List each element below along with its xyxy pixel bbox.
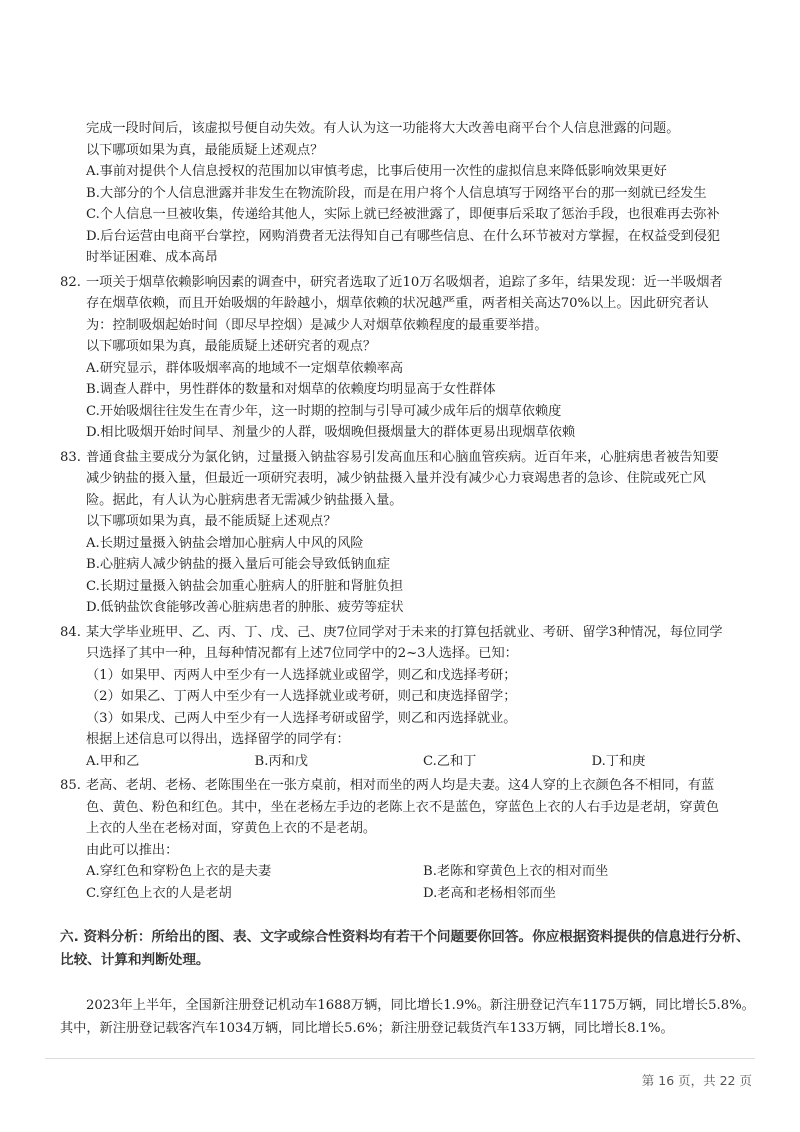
page-number: 第 16 页，共 22 页 bbox=[641, 1073, 752, 1088]
option-c: C.穿红色上衣的人是老胡 bbox=[86, 885, 232, 901]
question-85 bbox=[60, 775, 760, 904]
question-81 bbox=[60, 118, 760, 269]
data-paragraph: 2023年上半年，全国新注册登记机动车1688万辆，同比增长1.9%。新注册登记汽车1175万辆，同比增长5.8%。其中，新注册登记载客汽车1034万辆，同比增长5.6%；新注册登记载货汽车133万辆，同比增长8.1%。 bbox=[60, 998, 755, 1036]
option-c: C.长期过量摄入钠盐会加重心脏病人的肝脏和肾脏负担 bbox=[86, 578, 404, 594]
question-83 bbox=[60, 447, 760, 619]
question-text-line: 色、黄色、粉色和红色。其中，坐在老杨左手边的老陈上衣不是蓝色，穿蓝色上衣的人右手边是老胡，穿黄色 bbox=[86, 799, 719, 815]
question-text-line: 存在烟草依赖，而且开始吸烟的年龄越小，烟草依赖的状况越严重，两者相关高达70%以上。因此研究者认 bbox=[86, 296, 709, 311]
question-number: 83. bbox=[60, 449, 81, 465]
section-heading: 六. 资料分析：所给出的图、表、文字或综合性资料均有若干个问题要你回答。你应根据资料提供的信息进行分析、比较、计算和判断处理。 bbox=[60, 929, 750, 968]
question-prompt: 由此可以推出： bbox=[86, 842, 179, 858]
question-prompt: 以下哪项如果为真，最能质疑上述研究者的观点？ bbox=[86, 339, 377, 354]
question-prompt: 以下哪项如果为真，最不能质疑上述观点？ bbox=[86, 514, 337, 529]
options-row bbox=[60, 861, 760, 883]
option-a: A.长期过量摄入钠盐会增加心脏病人中风的风险 bbox=[86, 535, 364, 551]
footer-divider bbox=[45, 1058, 755, 1059]
question-header bbox=[60, 272, 760, 294]
option-b: B.大部分的个人信息泄露并非发生在物流阶段，而是在用户将个人信息填写于网络平台的那一刻就已经发生 bbox=[86, 185, 707, 201]
question-number: 84. bbox=[60, 624, 81, 640]
question-text-line: 只选择了其中一种，且每种情况都有上述7位同学中的2~3人选择。已知： bbox=[86, 646, 518, 661]
option-a: A.穿红色和穿粉色上衣的是夫妻 bbox=[86, 864, 272, 879]
option-b: B.老陈和穿黄色上衣的相对而坐 bbox=[423, 864, 609, 879]
condition-1: （1）如果甲、丙两人中至少有一人选择就业或留学，则乙和戊选择考研； bbox=[86, 667, 517, 683]
question-text-line: 上衣的人坐在老杨对面，穿黄色上衣的不是老胡。 bbox=[86, 821, 377, 836]
question-number: 85. bbox=[60, 778, 81, 793]
option-d: D.后台运营由电商平台掌控，网购消费者无法得知自己有哪些信息、在什么环节被对方掌握，在权益受到侵犯 bbox=[86, 228, 721, 244]
option-b: B.丙和戊 bbox=[254, 753, 308, 769]
option-a: A.甲和乙 bbox=[86, 753, 140, 769]
question-text-line: 普通食盐主要成分为氯化钠，过量摄入钠盐容易引发高血压和心脑血管疾病。近百年来，心脏病患者被告知要 bbox=[86, 449, 719, 465]
question-header bbox=[60, 622, 760, 644]
question-text-line: 为：控制吸烟起始时间（即尽早控烟）是减少人对烟草依赖程度的最重要举措。 bbox=[86, 317, 548, 333]
question-text-line: 老高、老胡、老杨、老陈围坐在一张方桌前，相对而坐的两人均是夫妻。这4人穿的上衣颜色各不相同，有蓝 bbox=[86, 778, 715, 793]
condition-3: （3）如果戊、己两人中至少有一人选择考研或留学，则乙和丙选择就业。 bbox=[86, 710, 517, 726]
condition-2: （2）如果乙、丁两人中至少有一人选择就业或考研，则己和庚选择留学； bbox=[86, 689, 517, 704]
question-84 bbox=[60, 622, 760, 773]
question-number: 82. bbox=[60, 274, 81, 290]
question-text-line: 减少钠盐的摄入量，但最近一项研究表明，减少钠盐摄入量并没有减少心力衰竭患者的急诊、住院或死亡风 bbox=[86, 471, 706, 486]
question-text-line: 一项关于烟草依赖影响因素的调查中，研究者选取了近10万名吸烟者，追踪了多年，结果发现：近一半吸烟者 bbox=[86, 274, 723, 290]
page-content bbox=[60, 118, 760, 1040]
option-d-continued: 时举证困难、成本高昂 bbox=[86, 250, 218, 265]
options-row bbox=[60, 883, 760, 905]
options-row bbox=[60, 751, 760, 773]
option-d: D.低钠盐饮食能够改善心脏病患者的肿胀、疲劳等症状 bbox=[86, 600, 404, 615]
option-a: A.事前对提供个人信息授权的范围加以审慎考虑，比事后使用一次性的虚拟信息来降低影响效果更好 bbox=[86, 164, 667, 179]
question-prompt: 根据上述信息可以得出，选择留学的同学有： bbox=[86, 732, 350, 747]
question-text-line: 完成一段时间后，该虚拟号便自动失效。有人认为这一功能将大大改善电商平台个人信息泄露的问题。 bbox=[86, 121, 680, 136]
question-prompt: 以下哪项如果为真，最能质疑上述观点？ bbox=[86, 142, 324, 158]
question-header bbox=[60, 447, 760, 469]
option-d: D.老高和老杨相邻而坐 bbox=[423, 885, 556, 901]
option-c: C.开始吸烟往往发生在青少年，这一时期的控制与引导可减少成年后的烟草依赖度 bbox=[86, 403, 562, 419]
option-c: C.个人信息一旦被收集，传递给其他人，实际上就已经被泄露了，即便事后采取了惩治手段，也很难再去弥补 bbox=[86, 207, 720, 222]
question-text-line: 险。据此，有人认为心脏病患者无需减少钠盐摄入量。 bbox=[86, 492, 403, 508]
question-text-line: 某大学毕业班甲、乙、丙、丁、戊、己、庚7位同学对于未来的打算包括就业、考研、留学3种情况，每位同学 bbox=[86, 624, 723, 640]
option-d: D.相比吸烟开始时间早、剂量少的人群，吸烟晚但摄烟量大的群体更易出现烟草依赖 bbox=[86, 425, 576, 440]
option-a: A.研究显示，群体吸烟率高的地域不一定烟草依赖率高 bbox=[86, 360, 404, 376]
option-b: B.调查人群中，男性群体的数量和对烟草的依赖度均明显高于女性群体 bbox=[86, 382, 496, 397]
option-d: D.丁和庚 bbox=[591, 753, 646, 769]
option-b: B.心脏病人减少钠盐的摄入量后可能会导致低钠血症 bbox=[86, 557, 391, 572]
question-82 bbox=[60, 272, 760, 444]
question-header bbox=[60, 775, 760, 797]
option-c: C.乙和丁 bbox=[423, 753, 477, 769]
